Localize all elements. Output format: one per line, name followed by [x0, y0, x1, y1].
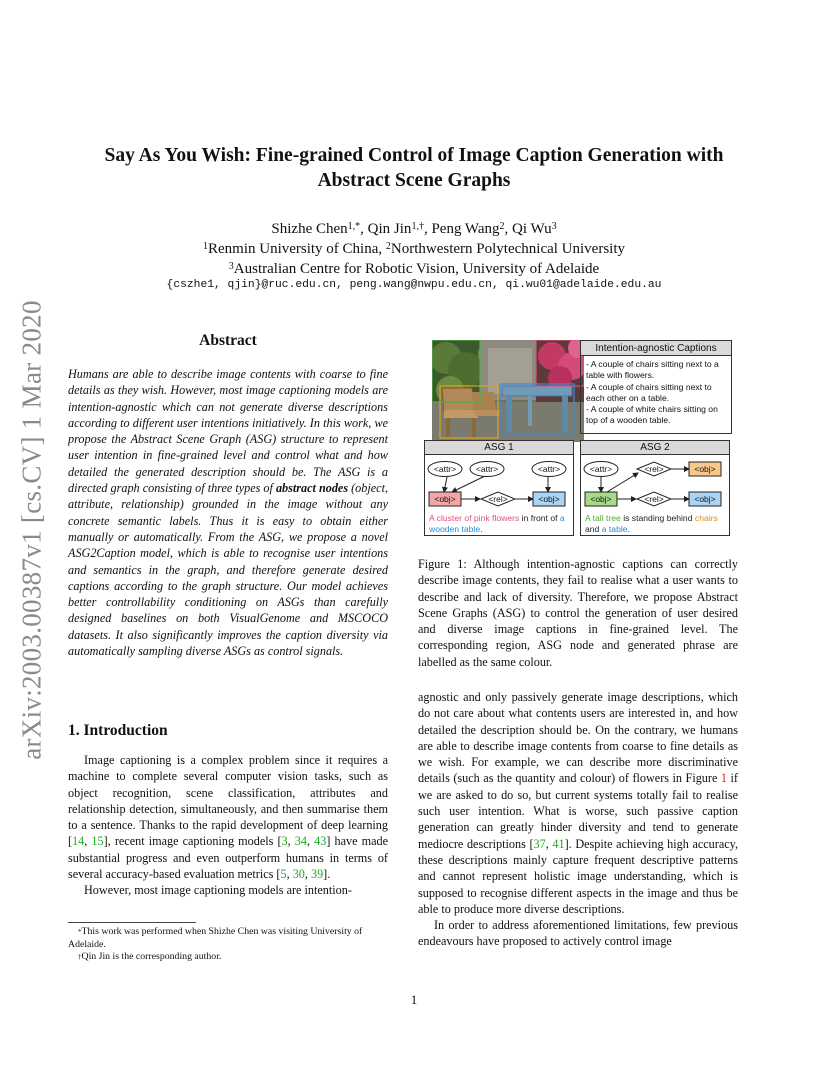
figure-1: [424, 336, 738, 540]
abstract-heading: Abstract: [199, 332, 257, 349]
citation-link[interactable]: 34: [294, 834, 307, 849]
page-number: 1: [410, 992, 418, 1007]
rel-node-label: <rel>: [488, 494, 508, 504]
asg-2-graph: [581, 455, 731, 515]
caption-item: - A couple of chairs sitting next to a table with flowers.: [586, 359, 719, 381]
author-block: [60, 219, 768, 279]
figure-1-caption: Figure 1: Although intention-agnostic captions can correctly describe image contents, they fail to realise what a user wants to describe and lack of diversity. Therefore, we propose Abstract Scene Graphs (ASG) to control the generation of user desired and diverse image captions in fine-grained level. The corresponding region, ASG node and generated phrase are labelled as the same colour.: [418, 557, 738, 669]
rel-node-label: <rel>: [644, 464, 664, 474]
attr-node-label: <attr>: [433, 464, 457, 474]
asg-2-header: ASG 2: [581, 441, 729, 455]
citation-link[interactable]: 39: [310, 867, 324, 882]
asg-1-phrase: A cluster of pink flowers in front of a wooden table.: [429, 513, 565, 535]
citation-link[interactable]: 43: [314, 834, 327, 849]
author-names: Shizhe Chen$^{1,*}$, Qin Jin$^{1,\dagger}$, Peng Wang$^2$, Qi Wu$^3$: [271, 221, 557, 237]
citation-link[interactable]: 3: [281, 834, 288, 849]
figure-link[interactable]: 1: [720, 771, 727, 786]
obj-node-label: <obj>: [694, 464, 716, 474]
rel-node-label: <rel>: [644, 494, 664, 504]
paper-title: [60, 143, 768, 193]
title-line-1: Say As You Wish: Fine-grained Control of Image Caption Generation with: [104, 145, 724, 166]
obj-node-label: <obj>: [694, 494, 716, 504]
abstract-text: Humans are able to describe image contents with coarse to fine details as they wish. However, most image captioning models are intention-agnostic which can not generate diverse descriptions according to different user intentions initiatively. In this work, we propose the Abstract Scene Graph (ASG) structure to represent user intention in fine-grained level and control what and how detailed the generated description should be. The ASG is a directed graph consisting of three types of abstract nodes (object, attribute, relationship) grounded in the image without any concrete semantic labels. Thus it is easy to obtain either manually or automatically. From the ASG, we propose a novel ASG2Caption model, which is able to recognise user intentions and semantics in the graph, and therefore generate desired captions according to the graph structure. Our model achieves better controllability conditioning on ASGs than carefully designed baselines on both VisualGenome and MSCOCO datasets. It also significantly improves the caption diversity via automatically sampling diverse ASGs as control signals.: [68, 367, 389, 659]
column-2-text: agnostic and only passively generate image descriptions, which do not care about what contents users are interested in, and how detailed the description should be. On the contrary, we humans are able to describe image contents from coarse to fine details as we wish. For example, we can describe more discriminative details (such as the quantity and colour) of flowers in Figure 1 if we are asked to do so, but current systems totally fail to realise such user intention. What is worse, such passive caption generation can greatly hinder diversity and tend to generate mediocre descriptions [37, 41]. Despite achieving high accuracy, these descriptions mainly capture frequent descriptive patterns and cannot represent holistic image understanding, which is supposed to recognise different aspects in the image and thus be able to produce more diverse descriptions. In order to address aforementioned limitations, few previous endeavours have proposed to actively control image: [418, 690, 739, 949]
captions-list: [581, 356, 731, 430]
footnote-rule: [68, 922, 196, 923]
asg-2-phrase: A tall tree is standing behind chairs and a table.: [585, 513, 718, 535]
affiliation-line-1: $^1$Renmin University of China, $^2$Northwestern Polytechnical University: [202, 241, 626, 257]
title-line-2: Abstract Scene Graphs: [317, 170, 511, 191]
footnotes: *This work was performed when Shizhe Chen was visiting University of Adelaide. †Qin Jin is the corresponding author.: [68, 926, 363, 962]
attr-node-label: <attr>: [537, 464, 561, 474]
citation-link[interactable]: 30: [292, 867, 305, 882]
captions-box-header: Intention-agnostic Captions: [581, 341, 731, 356]
asg-2-panel: [580, 440, 730, 536]
introduction-text: Image captioning is a complex problem since it requires a machine to complete several computer vision tasks, such as object recognition, scene classification, attributes and relationship detection, simultaneously, and then summarise them to a sentence. Thanks to the rapid development of deep learning [14, 15], recent image captioning models [3, 34, 43] have made substantial progress and even outperform humans in terms of several accuracy-based evaluation metrics [5, 30, 39]. However, most image captioning models are intention-: [68, 753, 389, 898]
citation-link[interactable]: 14: [72, 834, 85, 849]
citation-link[interactable]: 15: [91, 834, 104, 849]
asg-1-header: ASG 1: [425, 441, 573, 455]
attr-node-label: <attr>: [475, 464, 499, 474]
affiliation-line-2: $^3$Australian Centre for Robotic Vision, University of Adelaide: [228, 261, 600, 277]
citation-link[interactable]: 37: [533, 836, 546, 851]
caption-item: - A couple of chairs sitting next to each other on a table.: [586, 381, 712, 403]
introduction-heading: 1. Introduction: [68, 722, 168, 739]
citation-link[interactable]: 5: [280, 867, 287, 882]
obj-node-label: <obj>: [538, 494, 560, 504]
obj-node-label: <obj>: [434, 494, 456, 504]
arxiv-stamp: arXiv:2003.00387v1 [cs.CV] 1 Mar 2020: [16, 300, 47, 760]
asg-1-panel: [424, 440, 574, 536]
obj-node-label: <obj>: [590, 494, 612, 504]
author-emails: {cszhe1, qjin}@ruc.edu.cn, peng.wang@nwpu.edu.cn, qi.wu01@adelaide.edu.au: [166, 279, 662, 291]
citation-link[interactable]: 41: [552, 836, 565, 851]
intention-agnostic-captions-box: [580, 340, 732, 434]
caption-item: - A couple of white chairs sitting on top of a wooden table.: [586, 404, 718, 426]
attr-node-label: <attr>: [589, 464, 613, 474]
scene-photo: [432, 340, 584, 442]
asg-1-graph: [425, 455, 575, 515]
